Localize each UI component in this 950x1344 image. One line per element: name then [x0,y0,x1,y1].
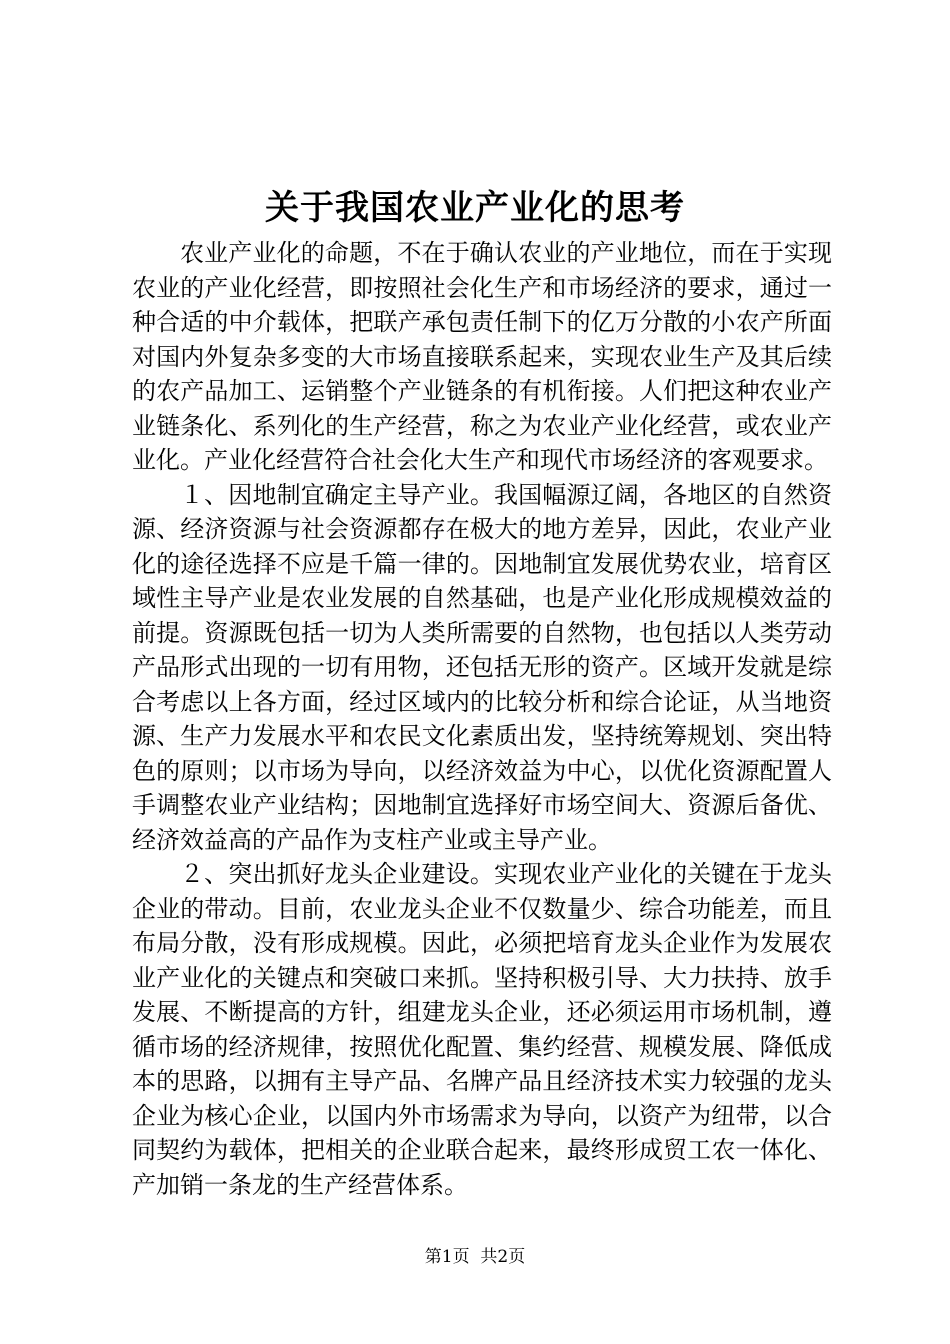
paragraph-section-1: １、因地制宜确定主导产业。我国幅源辽阔，各地区的自然资源、经济资源与社会资源都存在极大的地方差异，因此，农业产业化的途径选择不应是千篇一律的。因地制宜发展优势农业，培育区域性主导产业是农业发展的自然基础，也是产业化形成规模效益的前提。资源既包括一切为人类所需要的自然物，也包括以人类劳动产品形式出现的一切有用物，还包括无形的资产。区域开发就是综合考虑以上各方面，经过区域内的比较分析和综合论证，从当地资源、生产力发展水平和农民文化素质出发，坚持统筹规划、突出特色的原则；以市场为导向，以经济效益为中心，以优化资源配置人手调整农业产业结构；因地制宜选择好市场空间大、资源后备优、经济效益高的产品作为支柱产业或主导产业。 [132,480,832,854]
document-title: 关于我国农业产业化的思考 [265,188,685,228]
paragraph-section-2: ２、突出抓好龙头企业建设。实现农业产业化的关键在于龙头企业的带动。目前，农业龙头企业不仅数量少、综合功能差，而且布局分散，没有形成规模。因此，必须把培育龙头企业作为发展农业产业化的关键点和突破口来抓。坚持积极引导、大力扶持、放手发展、不断提高的方针，组建龙头企业，还必须运用市场机制，遵循市场的经济规律，按照优化配置、集约经营、规模发展、降低成本的思路，以拥有主导产品、名牌产品且经济技术实力较强的龙头企业为核心企业，以国内外市场需求为导向，以资产为纽带，以合同契约为载体，把相关的企业联合起来，最终形成贸工农一体化、产加销一条龙的生产经营体系。 [132,860,832,1199]
page-indicator: 第1页 共2页 [424,1247,526,1267]
paragraph-intro: 农业产业化的命题，不在于确认农业的产业地位，而在于实现农业的产业化经营，即按照社会化生产和市场经济的要求，通过一种合适的中介载体，把联产承包责任制下的亿万分散的小农产所面对国内外复杂多变的大市场直接联系起来，实现农业生产及其后续的农产品加工、运销整个产业链条的有机衔接。人们把这种农业产业链条化、系列化的生产经营，称之为农业产业化经营，或农业产业化。产业化经营符合社会化大生产和现代市场经济的客观要求。 [132,239,832,474]
document-body [132,236,832,1202]
page-footer [0,1246,950,1268]
